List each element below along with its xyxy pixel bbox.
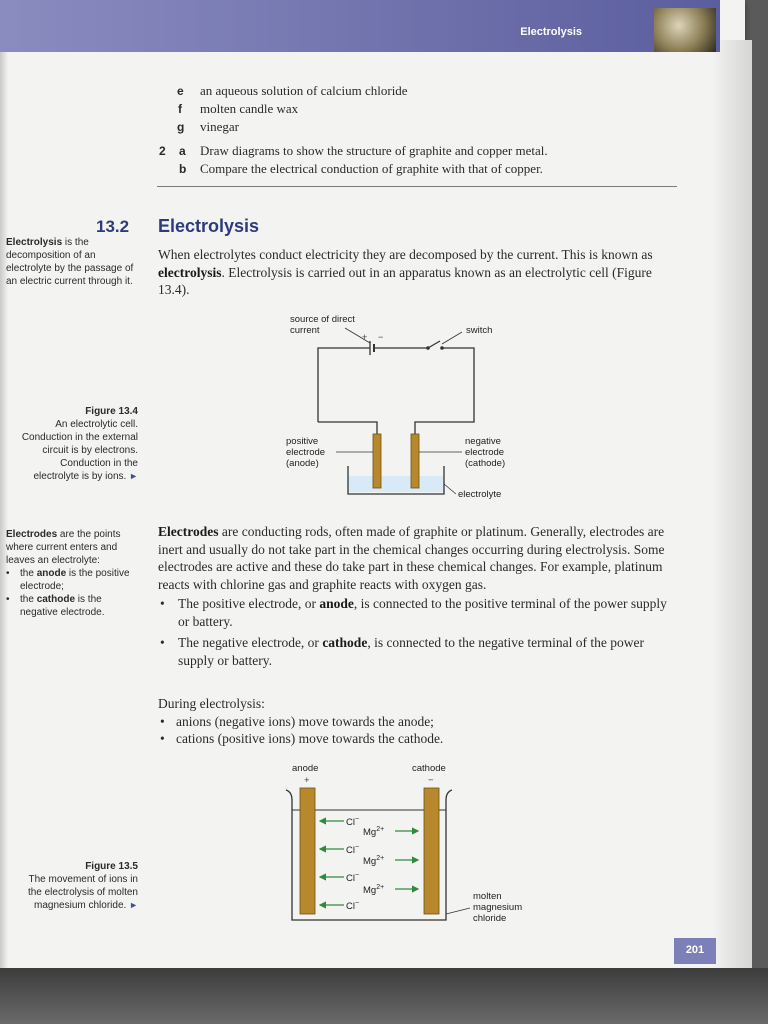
intro-text-2: . Electrolysis is carried out in an apparatus known as an electrolytic cell (Figure 13.4). [158,264,652,297]
label-anode-paren: (anode) [286,458,319,469]
electrolyte-liquid [348,476,444,492]
label-positive: positive [286,436,319,447]
electrodes-paragraph [158,523,678,669]
electrodes-text: are conducting rods, often made of graphite or platinum. Generally, electrodes are inert and usually do not take part in the chemical changes occurring during electrolysis. Some electrodes are active and these do take part in these chemical changes. For example, platinum reacts with chlorine gas and graphite reacts with oxygen gas. [158,524,665,592]
question-label-e: e [177,84,184,98]
list-item: • The positive electrode, or anode, is connected to the positive terminal of the power supply or battery. [158,595,678,630]
definition-text-electrolysis: is the decomposition of an electrolyte by the passage of an electric current through it. [6,237,134,287]
label-positive-electrode: electrode [286,447,326,458]
figure-13-4-diagram [270,310,530,510]
label-chloride: chloride [473,913,507,924]
list-item: • the cathode is the negative electrode. [6,593,140,619]
during-electrolysis-block [158,695,678,748]
label-anode: anode [292,763,319,774]
label-negative: negative [465,436,501,447]
definition-text-electrodes: are the points where current enters and leaves an electrolyte: [6,529,121,566]
anode-rod [373,434,381,488]
magnesium-ion-label: $Mg^{2+}$ [363,855,385,867]
page-gutter [0,52,8,968]
circuit-wire-right [415,348,474,436]
definition-electrodes [6,528,140,619]
label-magnesium: magnesium [473,902,523,913]
question-number-2: 2 [159,144,166,158]
definition-term-electrolysis: Electrolysis [6,237,63,248]
definition-electrolysis [6,236,140,288]
question-label-g: g [177,120,185,134]
list-item: • the anode is the positive electrode; [6,567,140,593]
electrode-definition-list [6,567,140,619]
circuit-wire-left [318,348,370,422]
figure-13-5-caption [18,860,138,912]
term-electrodes: Electrodes [158,524,219,539]
label-switch: switch [466,325,493,336]
switch-contact-right [440,346,444,350]
page-stack-edge [712,40,752,970]
question-label-2b: b [179,162,187,176]
battery-plus: + [362,332,368,342]
background-surface [0,968,768,1024]
header-photo [654,8,716,52]
question-text-e: an aqueous solution of calcium chloride [200,83,408,98]
label-negative-electrode: electrode [465,447,505,458]
label-source-current: current [290,325,320,336]
question-label-2a: a [179,144,186,158]
chapter-title: Electrolysis [520,26,582,38]
page-number: 201 [685,944,705,956]
battery-minus: − [378,332,384,342]
label-cathode: cathode [412,763,446,774]
figure-pointer-icon: ► [129,471,138,481]
anode-rod [300,788,315,914]
chloride-ion-label: Cl− [346,844,360,856]
figure-13-4-caption [18,405,138,483]
label-cathode-sign: − [428,775,434,786]
question-text-2b: Compare the electrical conduction of graphite with that of copper. [200,161,543,176]
switch-leader-line [442,332,462,344]
divider-rule [157,186,677,187]
intro-term-electrolysis: electrolysis [158,264,222,280]
during-heading: During electrolysis: [158,696,265,711]
label-anode-sign: + [304,775,310,786]
definition-term-electrodes: Electrodes [6,529,58,540]
cathode-rod [411,434,419,488]
list-item: • The negative electrode, or cathode, is connected to the negative terminal of the power supply or battery. [158,634,678,669]
label-source-direct: source of direct [290,314,355,325]
question-label-f: f [178,102,182,116]
page-number-box [674,938,716,964]
molten-leader-line [446,908,470,914]
label-electrolyte: electrolyte [458,489,502,500]
list-item: • anions (negative ions) move towards the anode; [158,713,678,731]
figure-pointer-icon: ► [129,900,138,910]
switch-contact-left [426,346,430,350]
ion-movement-list [158,713,678,748]
magnesium-ion-label: $Mg^{2+}$ [363,884,385,896]
switch-lever [428,341,440,348]
section-number: 13.2 [96,217,130,236]
intro-text-1: When electrolytes conduct electricity they are decomposed by the current. This is known as [158,247,653,262]
question-text-2a: Draw diagrams to show the structure of graphite and copper metal. [200,143,548,158]
electrode-bullet-list [158,595,678,669]
chapter-header-band [0,0,720,52]
figure-13-5-label: Figure 13.5 [85,861,138,872]
question-text-g: vinegar [200,119,239,134]
chloride-ion-label: Cl− [346,816,360,828]
chloride-ion-label: Cl− [346,872,360,884]
label-cathode-paren: (cathode) [465,458,506,469]
figure-13-4-label: Figure 13.4 [85,406,138,417]
chloride-ion-label: Cl− [346,900,360,912]
list-item: • cations (positive ions) move towards the cathode. [158,730,678,748]
figure-13-5-caption-text: The movement of ions in the electrolysis of molten magnesium chloride. [27,874,138,911]
question-text-f: molten candle wax [200,101,299,116]
figure-13-5-diagram [280,760,550,930]
intro-paragraph [158,246,678,299]
cathode-rod [424,788,439,914]
figure-13-4-caption-text: An electrolytic cell. Conduction in the external circuit is by electrons. Conduction in the electrolyte is by ions. [21,419,138,482]
label-molten: molten [473,891,502,902]
magnesium-ion-label: $Mg^{2+}$ [363,826,385,838]
section-title: Electrolysis [158,216,260,236]
electrolyte-leader-line [444,484,456,494]
circuit-wire-bottom-left [318,422,377,436]
